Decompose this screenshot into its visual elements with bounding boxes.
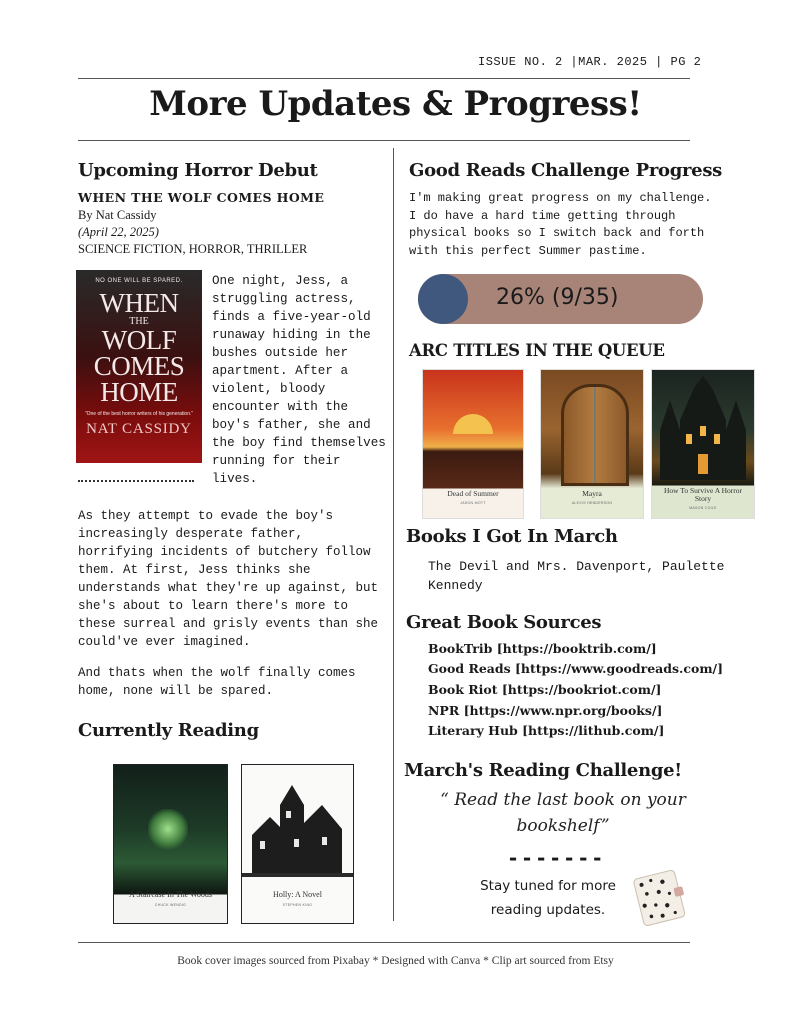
- source-goodreads[interactable]: Good Reads [https://www.goodreads.com/]: [428, 661, 724, 676]
- dead-of-summer-title: Dead of Summer: [447, 489, 499, 498]
- debut-blurb-side: One night, Jess, a struggling actress, finds a five-year-old runaway hiding in the bushes outside her apartment. After a violent, bloody encounter with the boy's father, she and the boy find themselves running for their lives.: [212, 274, 386, 486]
- wolf-book-cover: [76, 270, 202, 463]
- cover-word-comes: COMES: [93, 351, 185, 381]
- mayra-cover: [540, 369, 644, 519]
- mayra-title: Mayra: [582, 489, 602, 498]
- challenge-heading: March's Reading Challenge!: [404, 760, 682, 781]
- horror-story-title: How To Survive A Horror Story: [663, 486, 743, 503]
- source-bookriot[interactable]: Book Riot [https://bookriot.com/]: [428, 682, 662, 697]
- debut-author: By Nat Cassidy: [78, 208, 157, 222]
- debut-heading: Upcoming Horror Debut: [78, 160, 318, 181]
- cover-tagline: NO ONE WILL BE SPARED.: [95, 278, 183, 284]
- dead-of-summer-cover: [422, 369, 524, 519]
- cover-word-wolf: WOLF: [101, 325, 177, 355]
- holly-title: Holly: A Novel: [273, 890, 322, 899]
- issue-line: ISSUE NO. 2 |MAR. 2025 | PG 2: [478, 55, 702, 69]
- progress-fill: [418, 274, 468, 324]
- progress-label: 26% (9/35): [496, 285, 619, 310]
- dark-mansion-art: [652, 370, 754, 485]
- dead-of-summer-author: JASON MOTT: [460, 501, 486, 505]
- cover-word-home: HOME: [100, 377, 178, 407]
- cover-word-when: WHEN: [99, 288, 179, 318]
- currently-reading-heading: Currently Reading: [78, 720, 259, 741]
- haunted-house-art: [242, 765, 353, 885]
- arched-door-art: [561, 384, 629, 486]
- glowing-window-art: [148, 809, 188, 849]
- footer-credits: Book cover images sourced from Pixabay * Designed with Canva * Clip art sourced from Etsy: [177, 955, 614, 967]
- debut-genres: SCIENCE FICTION, HORROR, THRILLER: [78, 242, 308, 256]
- debut-book-title: WHEN THE WOLF COMES HOME: [78, 190, 325, 205]
- cover-quote: "One of the best horror writers of his generation.": [84, 411, 194, 417]
- source-npr[interactable]: NPR [https://www.npr.org/books/]: [428, 703, 663, 718]
- horror-story-cover: [651, 369, 755, 519]
- source-lithub[interactable]: Literary Hub [https://lithub.com/]: [428, 723, 665, 738]
- staircase-author: CHUCK WENDIG: [154, 903, 187, 907]
- goodreads-text: I'm making great progress on my challenge. I do have a hard time getting through physical books so I switch back and forth with this perfect Summer pastime.: [409, 191, 712, 258]
- page-title: More Updates & Progress!: [149, 84, 642, 124]
- footer-rule: [78, 942, 690, 943]
- dotted-divider: [78, 480, 194, 482]
- top-rule: [78, 78, 690, 79]
- debut-blurb-p2: As they attempt to evade the boy's increasingly desperate father, horrifying incidents of butchery follow them. At first, Jess thinks she understands what they're up against, but she's about to learn there's more to these surreal and grisly events than she could've ever imagined.: [78, 509, 379, 649]
- source-booktrib[interactable]: BookTrib [https://booktrib.com/]: [428, 641, 657, 656]
- mayra-author: ALEXIS HENDERSON: [571, 501, 613, 505]
- dash-divider: -------: [507, 846, 606, 870]
- title-rule: [78, 140, 690, 141]
- stay-tuned-line1: Stay tuned for more: [480, 878, 616, 894]
- column-divider: [393, 148, 394, 921]
- stay-tuned-line2: reading updates.: [490, 902, 606, 918]
- leopard-planner-clipart: [628, 866, 690, 928]
- holly-book-cover: [241, 764, 354, 924]
- sun-art: [453, 414, 493, 454]
- cover-author: NAT CASSIDY: [86, 421, 192, 437]
- arc-heading: ARC TITLES IN THE QUEUE: [409, 341, 665, 360]
- debut-blurb-p3: And thats when the wolf finally comes home, none will be spared.: [78, 666, 356, 698]
- cover-word-the: THE: [129, 316, 149, 327]
- march-books-text: The Devil and Mrs. Davenport, Paulette Kennedy: [428, 559, 725, 593]
- march-books-heading: Books I Got In March: [406, 526, 618, 547]
- challenge-quote-line2: bookshelf”: [516, 816, 610, 836]
- challenge-quote-line1: “ Read the last book on your: [440, 790, 686, 810]
- holly-author: STEPHEN KING: [282, 903, 313, 907]
- goodreads-heading: Good Reads Challenge Progress: [409, 160, 723, 181]
- reading-progress-bar: [418, 274, 703, 324]
- staircase-book-cover: [113, 764, 228, 924]
- staircase-title: A Staircase In The Woods: [128, 890, 213, 899]
- debut-date: (April 22, 2025): [78, 225, 159, 239]
- sources-heading: Great Book Sources: [406, 612, 602, 633]
- horror-story-author: MASON COILE: [689, 506, 717, 510]
